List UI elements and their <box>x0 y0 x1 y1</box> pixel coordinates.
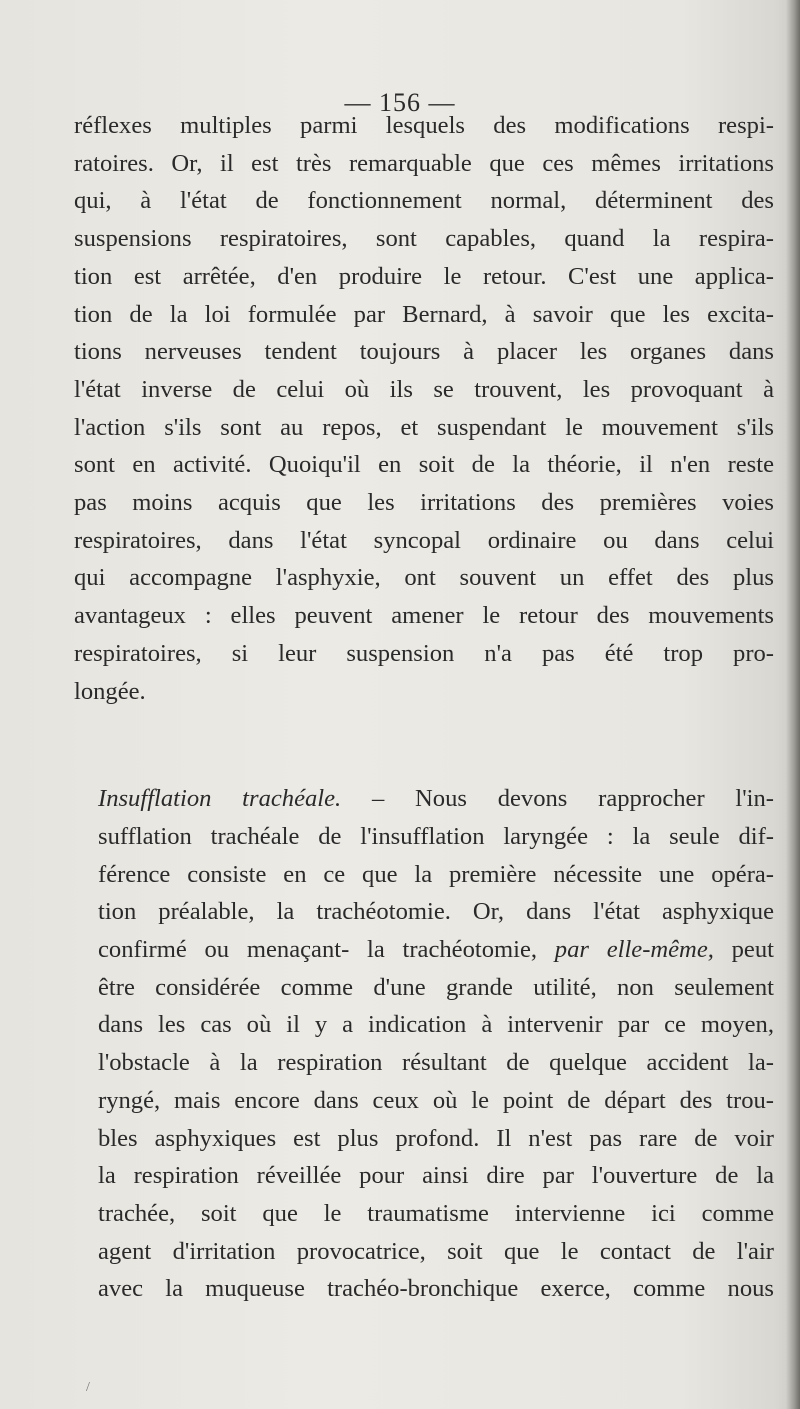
text-line: ratoires. Or, il est très remarquable que ces mêmes irritations <box>74 149 774 177</box>
text-line: dans les cas où il y a indication à intervenir par ce moyen, <box>98 1011 774 1039</box>
paragraph-2 <box>74 780 774 1308</box>
text-line: tion préalable, la trachéotomie. Or, dans l'état asphyxique <box>98 898 774 926</box>
text-line: respiratoires, si leur suspension n'a pas été trop pro- <box>74 639 774 667</box>
text-line: suspensions respiratoires, sont capables, quand la respira- <box>74 225 774 253</box>
text-line: l'obstacle à la respiration résultant de quelque accident la- <box>98 1049 774 1077</box>
text-line: tion de la loi formulée par Bernard, à savoir que les excita- <box>74 300 774 328</box>
paragraph-2-lines-a <box>74 818 774 931</box>
page-number: — 156 — <box>344 88 456 117</box>
text-line: longée. <box>74 677 146 705</box>
text-line: tions nerveuses tendent toujours à placer les organes dans <box>74 338 774 366</box>
italic-phrase: par elle-même, <box>554 936 714 964</box>
text-line: réflexes multiples parmi lesquels des modifications respi- <box>74 112 774 139</box>
text-line: ryngé, mais encore dans ceux où le point de départ des trou- <box>98 1086 774 1114</box>
paragraph-2-line-5: confirmé ou menaçant- la trachéotomie, par elle-même, peut <box>98 936 774 964</box>
text-line: férence consiste en ce que la première nécessite une opéra- <box>98 860 774 888</box>
paragraph-2-line-1: Insufflation trachéale. – Nous devons rapprocher l'in- <box>98 785 774 813</box>
text-line: tion est arrêtée, d'en produire le retour. C'est une applica- <box>74 262 774 290</box>
page-edge-shadow <box>786 0 800 1409</box>
section-heading: Insufflation trachéale. <box>98 785 342 813</box>
text-line: l'état inverse de celui où ils se trouvent, les provoquant à <box>74 375 774 403</box>
text-line: trachée, soit que le traumatisme intervienne ici comme <box>98 1199 774 1227</box>
text-line: pas moins acquis que les irritations des premières voies <box>74 489 774 517</box>
body-text <box>74 107 774 1308</box>
stray-mark: / <box>86 1380 90 1395</box>
text-line: avec la muqueuse trachéo-bronchique exerce, comme nous <box>98 1275 774 1303</box>
text-line: sufflation trachéale de l'insufflation laryngée : la seule dif- <box>98 822 774 850</box>
paragraph-1 <box>74 107 774 710</box>
text-line: sont en activité. Quoiqu'il en soit de la théorie, il n'en reste <box>74 451 774 479</box>
text-line: qui accompagne l'asphyxie, ont souvent un effet des plus <box>74 564 774 592</box>
text-line: agent d'irritation provocatrice, soit que le contact de l'air <box>98 1237 774 1265</box>
text-line: la respiration réveillée pour ainsi dire par l'ouverture de la <box>98 1162 774 1190</box>
text-line: l'action s'ils sont au repos, et suspendant le mouvement s'ils <box>74 413 774 441</box>
text-line: être considérée comme d'une grande utilité, non seulement <box>98 973 774 1001</box>
text-line: bles asphyxiques est plus profond. Il n'est pas rare de voir <box>98 1124 774 1152</box>
text-line: qui, à l'état de fonctionnement normal, déterminent des <box>74 187 774 215</box>
text-line: avantageux : elles peuvent amener le retour des mouvements <box>74 602 774 630</box>
text-line: respiratoires, dans l'état syncopal ordinaire ou dans celui <box>74 526 774 554</box>
paragraph-2-lines-b <box>74 969 774 1308</box>
